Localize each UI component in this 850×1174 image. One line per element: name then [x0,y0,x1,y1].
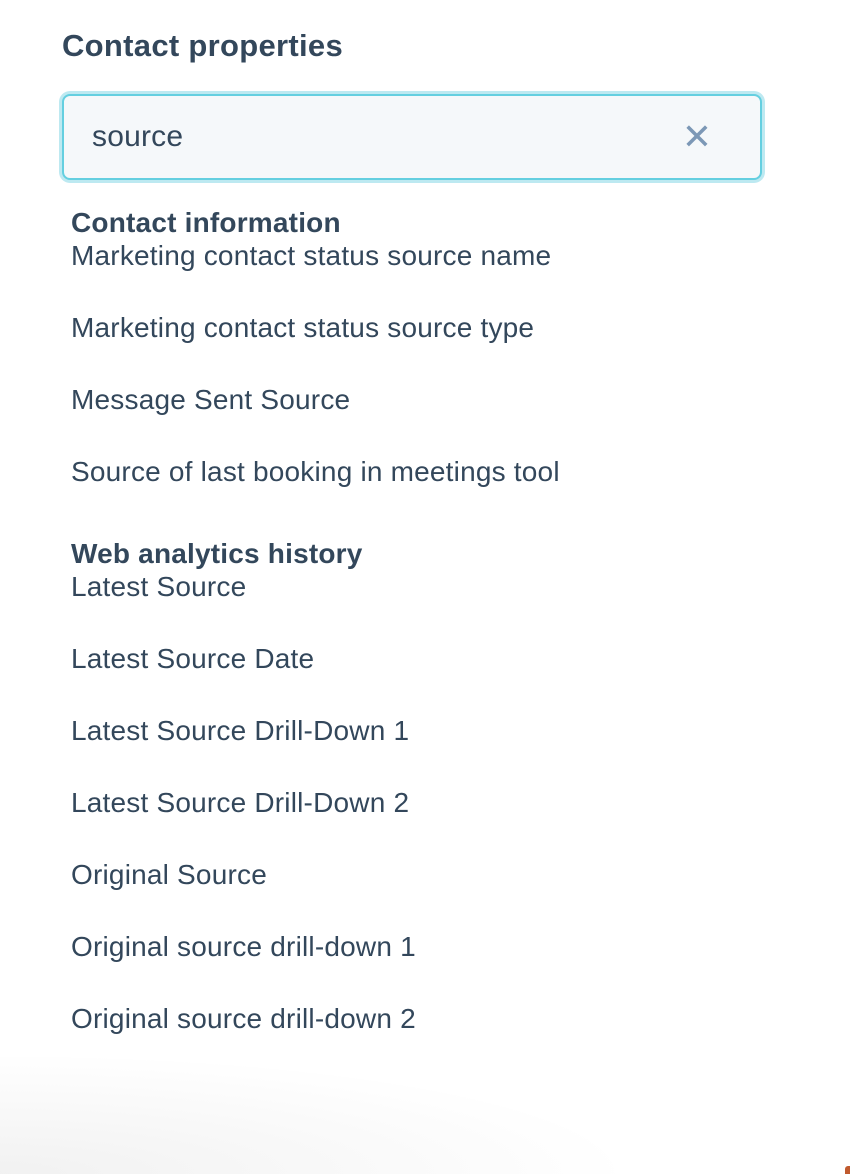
property-item[interactable]: Latest Source Date [71,643,315,674]
search-box [62,94,762,180]
property-item[interactable]: Original Source [71,859,267,890]
property-item[interactable]: Latest Source [71,571,247,602]
property-group-contact-information [71,206,788,489]
group-heading: Web analytics history [71,538,363,569]
group-heading: Contact information [71,207,341,238]
property-item[interactable]: Latest Source Drill-Down 2 [71,787,410,818]
property-list [71,206,788,1036]
bottom-shadow-fade [0,1044,850,1174]
search-input[interactable] [92,120,662,154]
property-item[interactable]: Marketing contact status source name [71,240,552,271]
property-item[interactable]: Original source drill-down 2 [71,1003,416,1034]
property-item[interactable]: Message Sent Source [71,384,351,415]
property-item[interactable]: Latest Source Drill-Down 1 [71,715,410,746]
property-group-web-analytics-history [71,537,788,1036]
page-title: Contact properties [62,28,343,63]
property-item[interactable]: Original source drill-down 1 [71,931,416,962]
accent-corner-fragment [845,1166,850,1174]
property-item[interactable]: Source of last booking in meetings tool [71,456,560,487]
clear-search-icon[interactable]: ✕ [681,116,712,157]
property-item[interactable]: Marketing contact status source type [71,312,535,343]
